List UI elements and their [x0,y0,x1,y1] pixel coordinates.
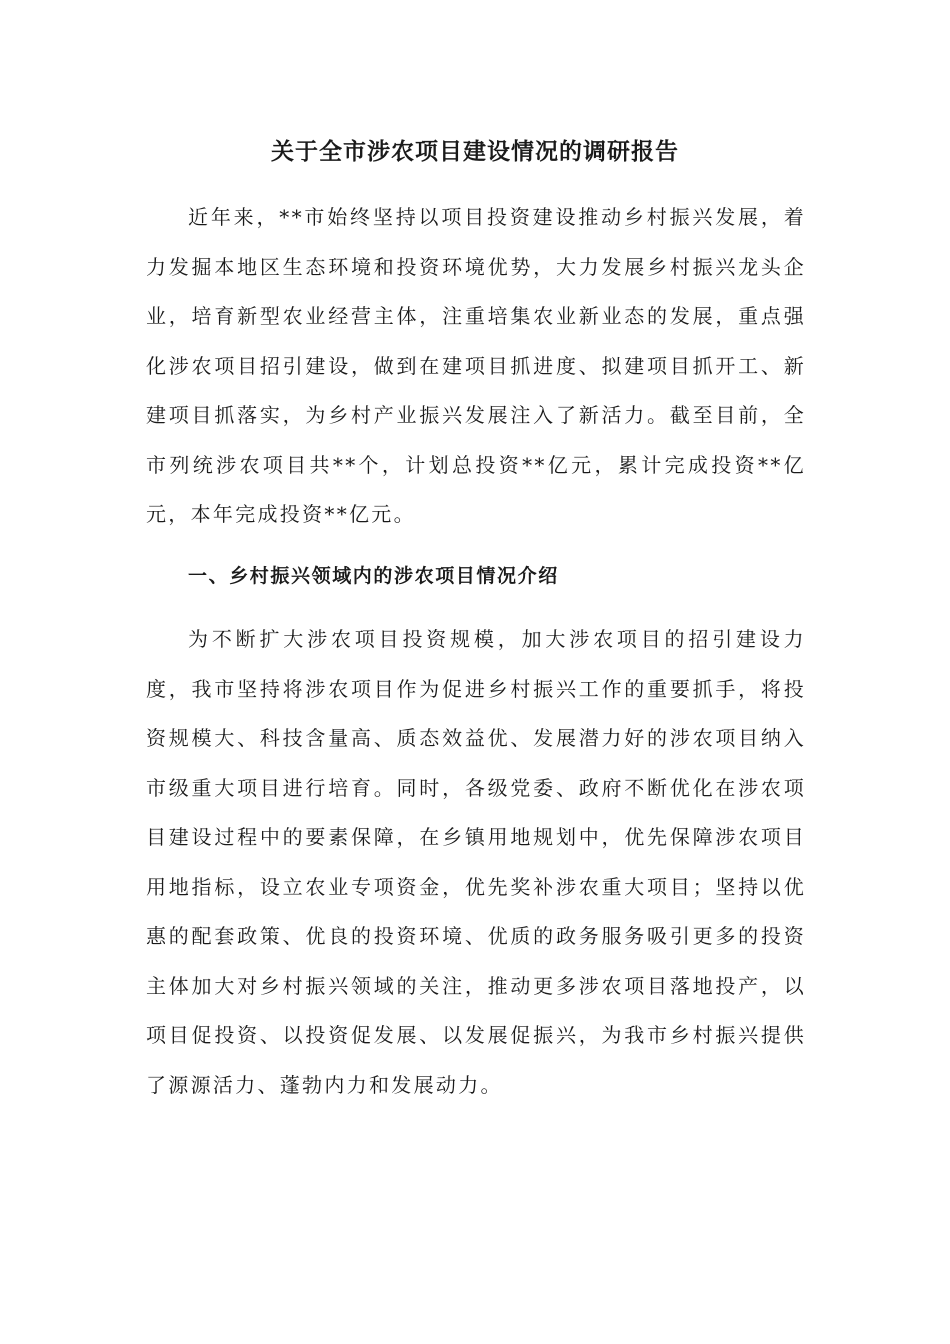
document-title: 关于全市涉农项目建设情况的调研报告 [271,138,679,165]
intro-paragraph: 近年来，**市始终坚持以项目投资建设推动乡村振兴发展，着力发掘本地区生态环境和投资环境优势，大力发展乡村振兴龙头企业，培育新型农业经营主体，注重培集农业新业态的发展，重点强化涉农项目招引建设，做到在建项目抓进度、拟建项目抓开工、新建项目抓落实，为乡村产业振兴发展注入了新活力。截至目前，全市列统涉农项目共**个，计划总投资**亿元，累计完成投资**亿元，本年完成投资**亿元。 [146,205,806,526]
section-heading: 一、乡村振兴领域内的涉农项目情况介绍 [188,565,559,587]
section-paragraph: 为不断扩大涉农项目投资规模，加大涉农项目的招引建设力度，我市坚持将涉农项目作为促进乡村振兴工作的重要抓手，将投资规模大、科技含量高、质态效益优、发展潜力好的涉农项目纳入市级重大项目进行培育。同时，各级党委、政府不断优化在涉农项目建设过程中的要素保障，在乡镇用地规划中，优先保障涉农项目用地指标，设立农业专项资金，优先奖补涉农重大项目；坚持以优惠的配套政策、优良的投资环境、优质的政务服务吸引更多的投资主体加大对乡村振兴领域的关注，推动更多涉农项目落地投产，以项目促投资、以投资促发展、以发展促振兴，为我市乡村振兴提供了源源活力、蓬勃内力和发展动力。 [146,627,806,1097]
